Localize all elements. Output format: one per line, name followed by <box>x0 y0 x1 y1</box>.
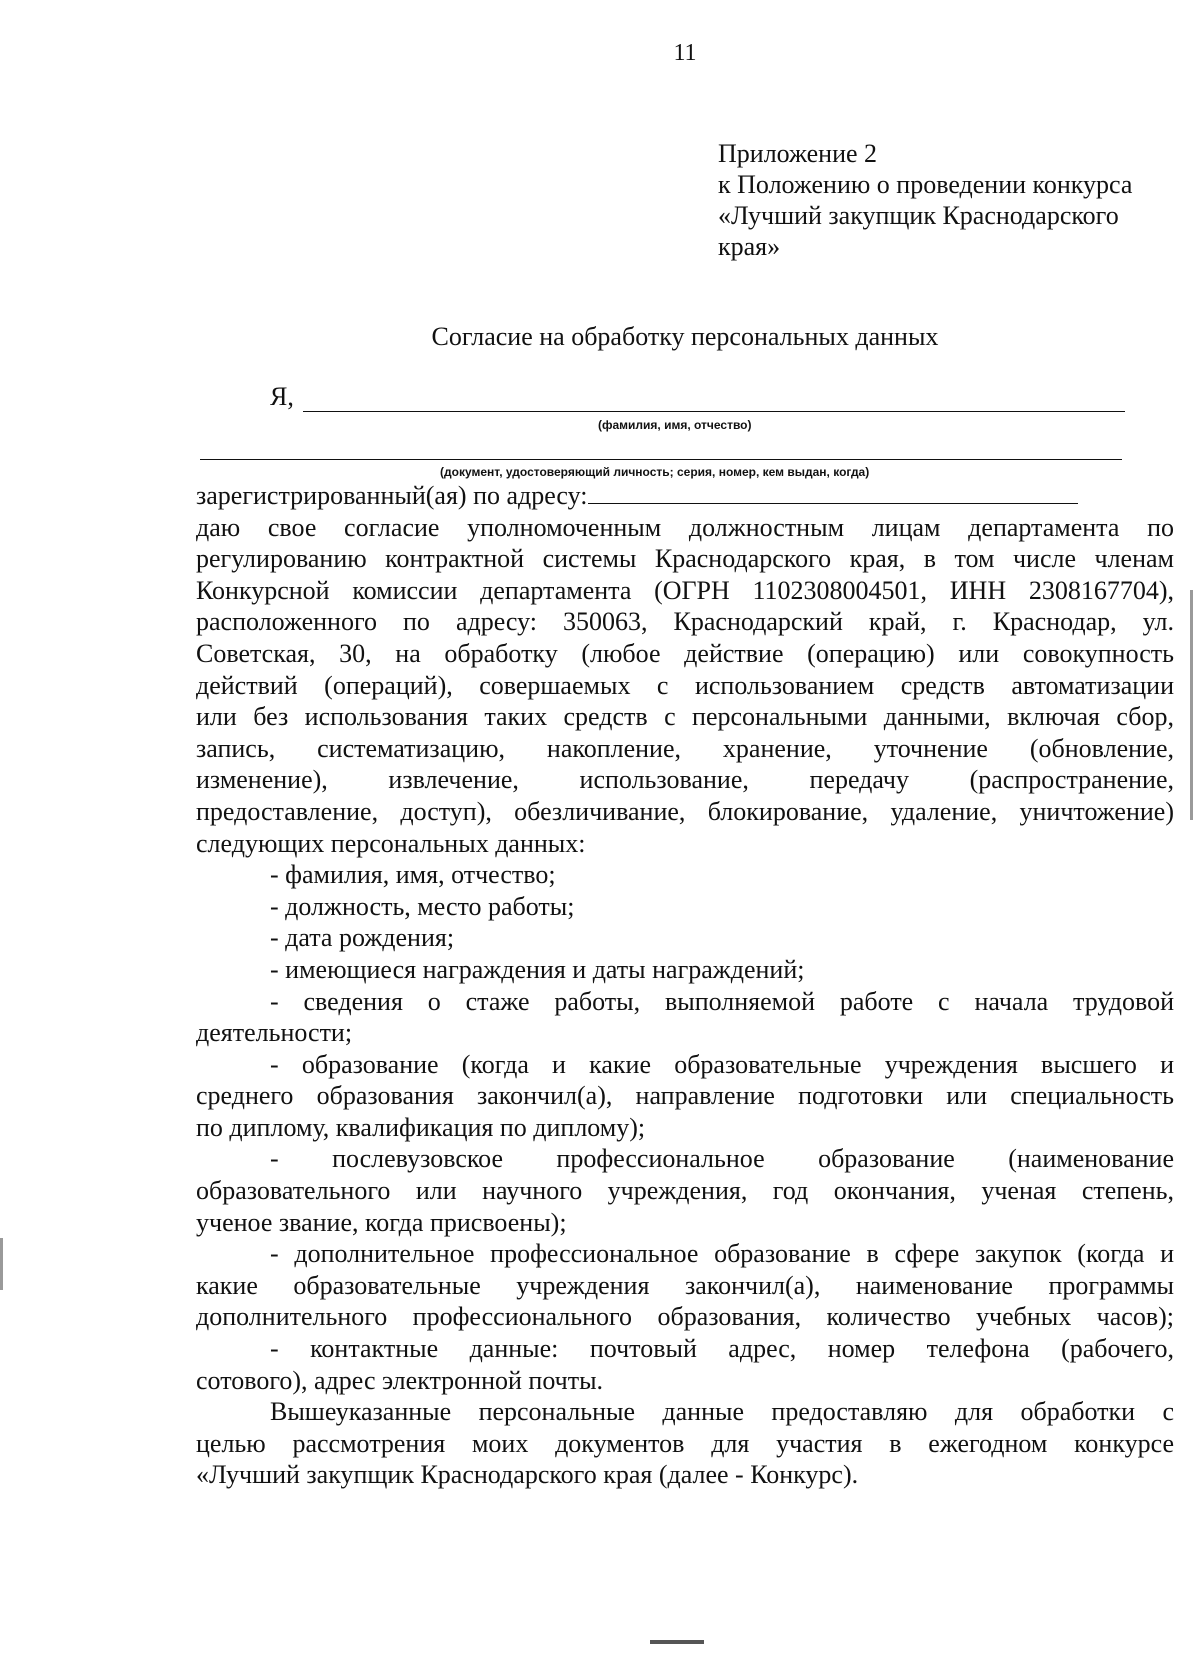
list-item-continuation: образовательного или научного учреждения, год окончания, ученая степень, <box>196 1176 1174 1206</box>
body-line: запись, систематизацию, накопление, хранение, уточнение (обновление, <box>196 733 1174 763</box>
fio-caption: (фамилия, имя, отчество) <box>598 418 752 432</box>
body-line: следующих персональных данных: <box>196 828 586 858</box>
address-blank-line <box>588 481 1078 504</box>
body-line: изменение), извлечение, использование, передачу (распространение, <box>196 765 1174 795</box>
body-line: расположенного по адресу: 350063, Краснодарский край, г. Краснодар, ул. <box>196 607 1174 637</box>
list-item: - контактные данные: почтовый адрес, номер телефона (рабочего, <box>270 1334 1174 1364</box>
address-label: зарегистрированный(ая) по адресу: <box>196 481 588 510</box>
body-line: даю свое согласие уполномоченным должностным лицам департамента по <box>196 512 1174 542</box>
scan-edge-mark-left <box>0 1238 3 1290</box>
document-blank-line <box>200 459 1122 460</box>
body-line: Советская, 30, на обработку (любое действие (операцию) или совокупность <box>196 638 1174 668</box>
list-item-continuation: дополнительного профессионального образования, количество учебных часов); <box>196 1302 1174 1332</box>
closing-paragraph-line: «Лучший закупщик Краснодарского края (далее - Конкурс). <box>196 1460 859 1490</box>
list-item: - дата рождения; <box>270 923 455 953</box>
list-item: - должность, место работы; <box>270 891 575 921</box>
appendix-line: к Положению о проведении конкурса <box>718 170 1133 199</box>
body-line: Конкурсной комиссии департамента (ОГРН 1102308004501, ИНН 2308167704), <box>196 575 1174 605</box>
list-item-continuation: деятельности; <box>196 1018 353 1048</box>
address-line <box>196 480 1174 512</box>
body-line: регулированию контрактной системы Краснодарского края, в том числе членам <box>196 544 1174 574</box>
list-item-continuation: среднего образования закончил(а), направление подготовки или специальность <box>196 1081 1174 1111</box>
ya-label: Я, <box>270 382 294 411</box>
body-line: действий (операций), совершаемых с использованием средств автоматизации <box>196 670 1174 700</box>
list-item: - имеющиеся награждения и даты награждений; <box>270 954 805 984</box>
body-line: или без использования таких средств с персональными данными, включая сбор, <box>196 702 1174 732</box>
appendix-line: Приложение 2 <box>718 139 878 168</box>
consent-body <box>196 480 1174 1491</box>
document-caption: (документ, удостоверяющий личность; серия, номер, кем выдан, когда) <box>440 465 870 479</box>
list-item-continuation: какие образовательные учреждения закончил(а), наименование программы <box>196 1270 1174 1300</box>
scan-footer-mark <box>650 1640 704 1644</box>
list-item: - сведения о стаже работы, выполняемой работе с начала трудовой <box>270 986 1174 1016</box>
closing-paragraph-line: Вышеуказанные персональные данные предоставляю для обработки с <box>270 1397 1174 1427</box>
list-item: - фамилия, имя, отчество; <box>270 860 556 890</box>
appendix-line: «Лучший закупщик Краснодарского <box>718 201 1119 230</box>
appendix-line: края» <box>718 232 781 261</box>
list-item-continuation: сотового), адрес электронной почты. <box>196 1365 604 1395</box>
scan-edge-mark-right <box>1190 590 1193 820</box>
list-item-continuation: ученое звание, когда присвоены); <box>196 1207 567 1237</box>
page-number: 11 <box>673 40 697 66</box>
closing-paragraph-line: целью рассмотрения моих документов для участия в ежегодном конкурсе <box>196 1428 1174 1458</box>
fio-blank-line <box>303 411 1125 412</box>
appendix-heading <box>718 138 1132 262</box>
list-item: - образование (когда и какие образовательные учреждения высшего и <box>270 1049 1174 1079</box>
body-line: предоставление, доступ), обезличивание, блокирование, удаление, уничтожение) <box>196 796 1174 826</box>
list-item-continuation: по диплому, квалификация по диплому); <box>196 1112 646 1142</box>
document-title: Согласие на обработку персональных данных <box>431 322 939 351</box>
list-item: - послевузовское профессиональное образование (наименование <box>270 1144 1174 1174</box>
list-item: - дополнительное профессиональное образование в сфере закупок (когда и <box>270 1239 1174 1269</box>
